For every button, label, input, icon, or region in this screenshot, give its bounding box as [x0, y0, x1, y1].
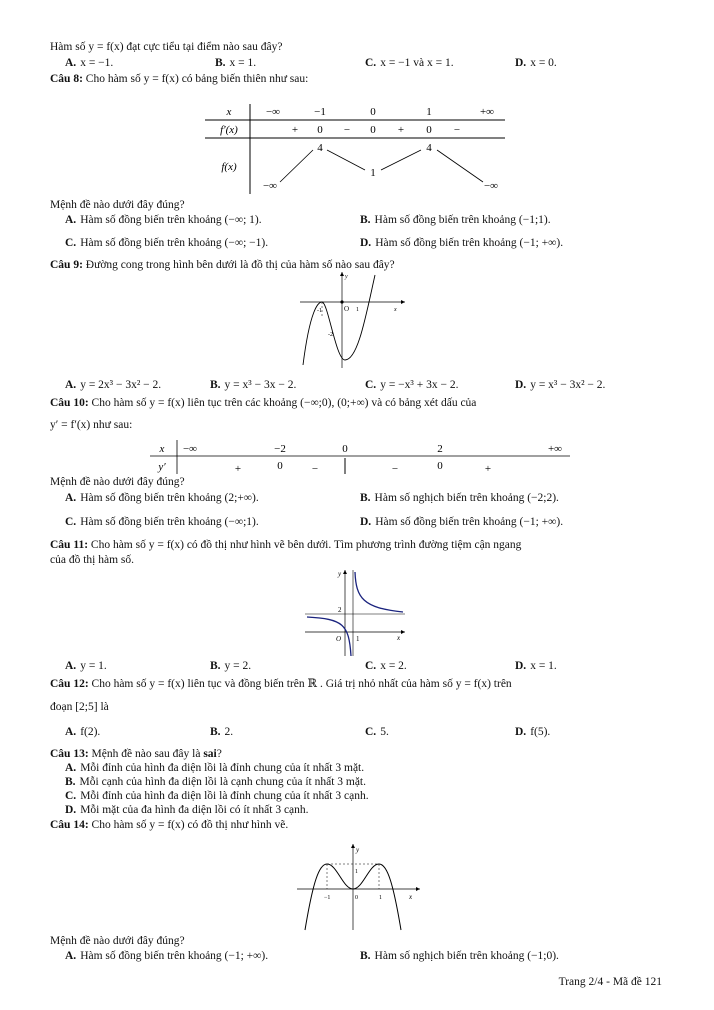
- q8-x-val: −1: [314, 106, 326, 118]
- q10-x-label: x: [159, 443, 165, 455]
- q9-tick-1: 1: [356, 307, 359, 313]
- q10-option-d[interactable]: D. Hàm số đồng biến trên khoảng (−1; +∞).: [360, 516, 564, 528]
- q8-option-b[interactable]: B. Hàm số đồng biến trên khoảng (−1;1).: [360, 214, 551, 226]
- q14-graph: [295, 842, 425, 932]
- q8-fp-sign: −: [343, 124, 351, 136]
- q10-yp-sign: 0: [277, 460, 283, 472]
- q8-fp-sign: 0: [370, 124, 376, 136]
- q9-graph: [300, 270, 410, 370]
- q14-stem: Câu 14: Cho hàm số y = f(x) có đồ thị như hình vẽ.: [50, 819, 289, 831]
- q10-yp-sign: −: [311, 463, 319, 475]
- q12-stem-2: đoạn [2;5] là: [50, 701, 109, 713]
- q9-option-b[interactable]: B. y = x³ − 3x − 2.: [210, 379, 297, 391]
- q14-option-a[interactable]: A. Hàm số đồng biến trên khoảng (−1; +∞).: [65, 950, 269, 962]
- q11-graph: [305, 568, 415, 658]
- q9-option-d[interactable]: D. y = x³ − 3x² − 2.: [515, 379, 606, 391]
- q8-x-val: 0: [370, 106, 376, 118]
- q8-x-val: 1: [426, 106, 432, 118]
- q9-tick-neg2: -2: [328, 332, 333, 338]
- q11-option-d[interactable]: D. x = 1.: [515, 660, 557, 672]
- q8-f-val: −∞: [483, 180, 499, 192]
- q8-option-a[interactable]: A. Hàm số đồng biến trên khoảng (−∞; 1).: [65, 214, 262, 226]
- q14-tick-1: 1: [379, 895, 382, 901]
- q11-option-a[interactable]: A. y = 1.: [65, 660, 107, 672]
- q10-option-b[interactable]: B. Hàm số nghịch biến trên khoảng (−2;2).: [360, 492, 559, 504]
- q9-option-c[interactable]: C. y = −x³ + 3x − 2.: [365, 379, 459, 391]
- q14-prompt: Mệnh đề nào dưới đây đúng?: [50, 935, 185, 947]
- q13-option-b[interactable]: B. Mỗi cạnh của hình đa diện lồi là cạnh chung của ít nhất 3 mặt.: [65, 776, 367, 788]
- q14-origin: 0: [355, 895, 358, 901]
- q10-x-val: 2: [437, 443, 443, 455]
- q11-stem-2: của đồ thị hàm số.: [50, 554, 134, 566]
- q14-tick-neg1: −1: [324, 895, 331, 901]
- q13-stem: Câu 13: Mệnh đề nào sau đây là sai?: [50, 748, 222, 760]
- q8-option-d[interactable]: D. Hàm số đồng biến trên khoảng (−1; +∞).: [360, 237, 564, 249]
- q10-sign-table: [150, 438, 570, 476]
- q13-option-a[interactable]: A. Mỗi đỉnh của hình đa diện lồi là đỉnh chung của ít nhất 3 mặt.: [65, 762, 365, 774]
- q8-fp-sign: −: [453, 124, 461, 136]
- q12-option-b[interactable]: B. 2.: [210, 726, 234, 738]
- q8-stem: Câu 8: Cho hàm số y = f(x) có bảng biến thiên như sau:: [50, 73, 309, 85]
- q8-x-label: x: [226, 106, 232, 118]
- q9-stem: Câu 9: Đường cong trong hình bên dưới là đồ thị của hàm số nào sau đây?: [50, 259, 395, 271]
- q10-yp-sign: −: [391, 463, 399, 475]
- q10-yp-sign: +: [484, 463, 492, 475]
- q9-x-label: x: [394, 307, 397, 313]
- q7-option-b[interactable]: B. x = 1.: [215, 57, 257, 69]
- q10-yp-sign: 0: [437, 460, 443, 472]
- q12-stem: Câu 12: Cho hàm số y = f(x) liên tục và đồng biến trên ℝ . Giá trị nhỏ nhất của hàm số y = f(x) trên: [50, 678, 512, 690]
- q10-x-val: +∞: [547, 443, 563, 455]
- q8-f-val: 1: [370, 167, 376, 179]
- q14-tick-y1: 1: [355, 869, 358, 875]
- q8-f-label: f(x): [221, 161, 237, 173]
- q8-f-val: −∞: [262, 180, 278, 192]
- page-footer: Trang 2/4 - Mã đề 121: [558, 976, 662, 988]
- q11-x-label: x: [397, 634, 401, 642]
- q8-f-val: 4: [426, 142, 432, 154]
- q8-fp-label: f′(x): [220, 124, 238, 136]
- q7-option-c[interactable]: C. x = −1 và x = 1.: [365, 57, 454, 69]
- q11-stem: Câu 11: Cho hàm số y = f(x) có đồ thị như hình vẽ bên dưới. Tìm phương trình đường tiệm cận ngang: [50, 539, 522, 551]
- q14-y-label: y: [356, 846, 360, 854]
- q12-option-d[interactable]: D. f(5).: [515, 726, 551, 738]
- q8-prompt: Mệnh đề nào dưới đây đúng?: [50, 199, 185, 211]
- q10-yp-sign: +: [234, 463, 242, 475]
- q10-yp-label: y′: [158, 461, 166, 473]
- q8-option-c[interactable]: C. Hàm số đồng biến trên khoảng (−∞; −1).: [65, 237, 269, 249]
- q11-y-label: y: [338, 570, 342, 578]
- q7-stem: Hàm số y = f(x) đạt cực tiểu tại điểm nào sau đây?: [50, 41, 283, 53]
- q10-option-c[interactable]: C. Hàm số đồng biến trên khoảng (−∞;1).: [65, 516, 259, 528]
- q8-f-val: 4: [317, 142, 323, 154]
- q10-x-val: 0: [342, 443, 348, 455]
- q11-tick-1: 1: [356, 635, 360, 643]
- q10-x-val: −2: [274, 443, 286, 455]
- q11-option-c[interactable]: C. x = 2.: [365, 660, 407, 672]
- q8-variation-table: [205, 102, 505, 197]
- q8-x-val: +∞: [479, 106, 495, 118]
- q13-option-d[interactable]: D. Mỗi mặt của đa hình đa diện lồi có ít nhất 3 cạnh.: [65, 804, 309, 816]
- q13-option-c[interactable]: C. Mỗi đỉnh của hình đa diện lồi là đỉnh chung của ít nhất 3 cạnh.: [65, 790, 369, 802]
- q9-option-a[interactable]: A. y = 2x³ − 3x² − 2.: [65, 379, 162, 391]
- q11-option-b[interactable]: B. y = 2.: [210, 660, 252, 672]
- q7-option-d[interactable]: D. x = 0.: [515, 57, 557, 69]
- q14-option-b[interactable]: B. Hàm số nghịch biến trên khoảng (−1;0).: [360, 950, 559, 962]
- q8-fp-sign: 0: [426, 124, 432, 136]
- q9-tick-neg1: -1: [317, 308, 322, 314]
- q9-y-label: y: [345, 274, 348, 280]
- q10-prompt: Mệnh đề nào dưới đây đúng?: [50, 476, 185, 488]
- q8-x-val: −∞: [265, 106, 281, 118]
- q8-fp-sign: +: [291, 124, 299, 136]
- q7-option-a[interactable]: A. x = −1.: [65, 57, 114, 69]
- q11-tick-2: 2: [338, 606, 342, 614]
- q8-fp-sign: +: [397, 124, 405, 136]
- q10-stem: Câu 10: Cho hàm số y = f(x) liên tục trên các khoảng (−∞;0), (0;+∞) và có bảng xét dấu của: [50, 397, 477, 409]
- q12-option-c[interactable]: C. 5.: [365, 726, 389, 738]
- q14-x-label: x: [409, 893, 413, 901]
- q10-option-a[interactable]: A. Hàm số đồng biến trên khoảng (2;+∞).: [65, 492, 259, 504]
- q11-origin: O: [336, 635, 342, 643]
- q9-origin: O: [344, 305, 350, 313]
- q8-fp-sign: 0: [317, 124, 323, 136]
- q12-option-a[interactable]: A. f(2).: [65, 726, 101, 738]
- q10-x-val: −∞: [182, 443, 198, 455]
- q10-stem-2: y′ = f′(x) như sau:: [50, 419, 133, 431]
